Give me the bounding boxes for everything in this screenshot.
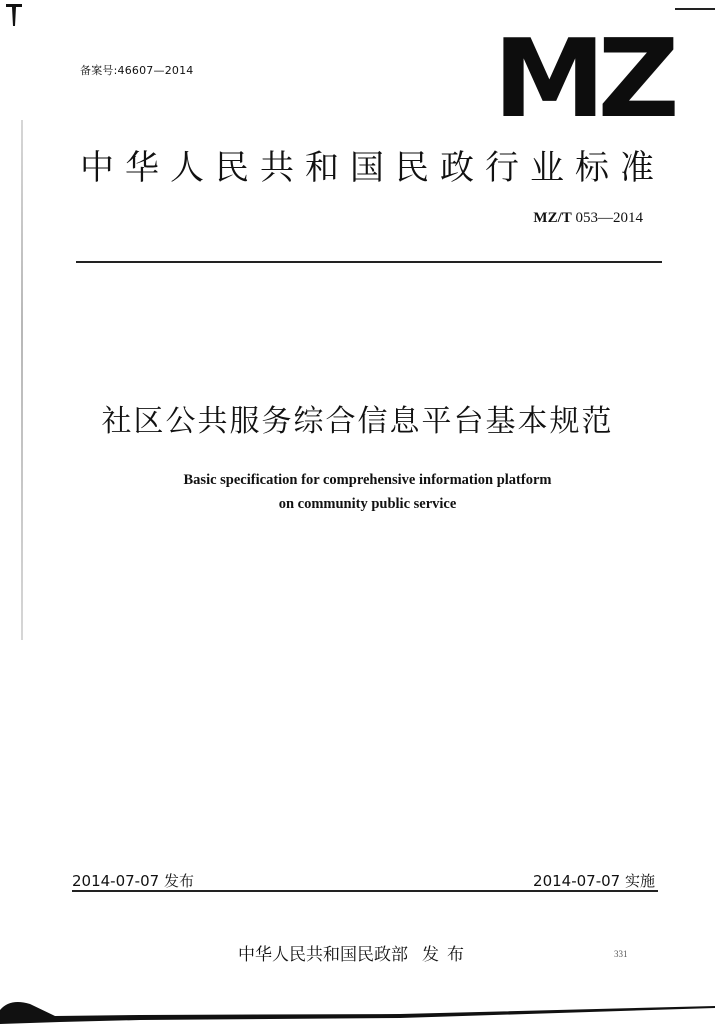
document-title-cn: 社区公共服务综合信息平台基本规范 xyxy=(101,404,614,439)
standard-code xyxy=(533,210,643,227)
scan-edge-line-top xyxy=(675,8,715,10)
implementation-date: 2014-07-07 实施 xyxy=(533,872,655,890)
issue-date: 2014-07-07 发布 xyxy=(72,872,194,890)
document-title-en xyxy=(0,468,715,516)
scan-bottom-edge xyxy=(0,996,715,1024)
title-en-line-1: Basic specification for comprehensive information platform xyxy=(183,472,552,488)
publisher xyxy=(238,940,472,965)
scan-corner-mark xyxy=(6,4,22,26)
mz-logo: MZ xyxy=(493,17,672,142)
publisher-verb: 发布 xyxy=(422,945,472,965)
issuer-title: 中华人民共和国民政行业标准 xyxy=(80,148,665,188)
standard-code-prefix: MZ/T xyxy=(533,210,572,226)
record-number: 备案号:46607—2014 xyxy=(80,64,194,77)
standard-code-number: 053—2014 xyxy=(575,210,643,226)
title-en-line-2: on community public service xyxy=(278,496,457,512)
publisher-name: 中华人民共和国民政部 xyxy=(238,945,408,965)
header-divider xyxy=(76,261,662,263)
page-number: 331 xyxy=(614,949,628,959)
scan-edge-line xyxy=(21,120,23,640)
footer-divider xyxy=(72,890,658,892)
